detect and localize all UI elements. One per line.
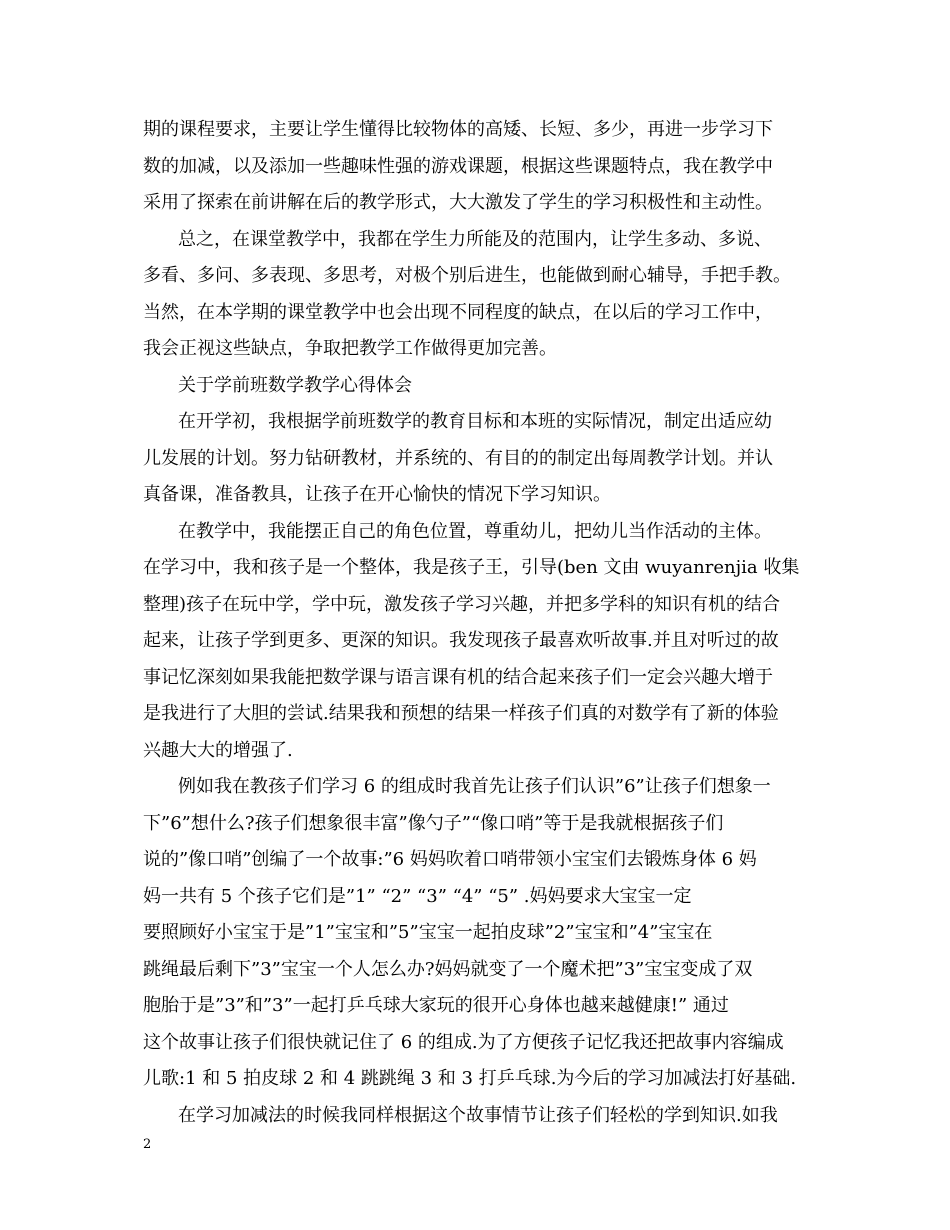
text-line: 要照顾好小宝宝于是”1”宝宝和”5”宝宝一起拍皮球”2”宝宝和”4”宝宝在: [143, 922, 713, 943]
text-line: 在学习中，我和孩子是一个整体，我是孩子王，引导(ben 文由 wuyanrenjia 收集: [143, 557, 800, 578]
text-line: 当然，在本学期的课堂教学中也会出现不同程度的缺点，在以后的学习工作中，: [143, 301, 773, 323]
text-line: 多看、多问、多表现、多思考，对极个别后进生，也能做到耐心辅导，手把手教。: [143, 265, 791, 286]
text-line: 妈一共有 5 个孩子它们是”1” “2” “3” “4” “5” .妈妈要求大宝宝一定: [143, 885, 692, 907]
text-line: 总之，在课堂教学中，我都在学生力所能及的范围内，让学生多动、多说、: [178, 228, 772, 250]
text-line: 这个故事让孩子们很快就记住了 6 的组成.为了方便孩子记忆我还把故事内容编成: [143, 1031, 784, 1053]
text-line: 采用了探索在前讲解在后的教学形式，大大激发了学生的学习积极性和主动性。: [143, 192, 773, 213]
text-line: 下”6”想什么?孩子们想象很丰富”像勺子”“像口哨”等于是我就根据孩子们: [143, 812, 724, 834]
text-line: 我会正视这些缺点，争取把教学工作做得更加完善。: [143, 338, 557, 359]
text-line: 在教学中，我能摆正自己的角色位置，尊重幼儿，把幼儿当作活动的主体。: [178, 520, 772, 542]
text-line: 胞胎于是”3”和”3”一起打乒乓球大家玩的很开心身体也越来越健康!” 通过: [143, 995, 729, 1016]
text-line: 数的加减，以及添加一些趣味性强的游戏课题，根据这些课题特点，我在教学中: [143, 155, 773, 177]
text-line: 是我进行了大胆的尝试.结果我和预想的结果一样孩子们真的对数学有了新的体验: [143, 703, 779, 724]
text-line: 关于学前班数学教学心得体会: [178, 374, 412, 396]
text-line: 说的”像口哨”创编了一个故事:”6 妈妈吹着口哨带领小宝宝们去锻炼身体 6 妈: [143, 849, 757, 870]
text-line: 真备课，准备教具，让孩子在开心愉快的情况下学习知识。: [143, 484, 611, 505]
text-line: 兴趣大大的增强了.: [143, 739, 293, 761]
page-number: 2: [143, 1137, 152, 1152]
text-line: 期的课程要求，主要让学生懂得比较物体的高矮、长短、多少，再进一步学习下: [143, 119, 773, 140]
text-line: 在学习加减法的时候我同样根据这个故事情节让孩子们轻松的学到知识.如我: [178, 1104, 778, 1126]
text-line: 儿发展的计划。努力钻研教材，并系统的、有目的的制定出每周教学计划。并认: [143, 447, 773, 469]
text-line: 跳绳最后剩下”3”宝宝一个人怎么办?妈妈就变了一个魔术把”3”宝宝变成了双: [143, 958, 753, 980]
text-line: 事记忆深刻如果我能把数学课与语言课有机的结合起来孩子们一定会兴趣大增于: [143, 666, 773, 688]
text-line: 起来，让孩子学到更多、更深的知识。我发现孩子最喜欢听故事.并且对听过的故: [143, 630, 779, 651]
text-line: 儿歌:1 和 5 拍皮球 2 和 4 跳跳绳 3 和 3 打乒乓球.为今后的学习加减法打好基础.: [143, 1068, 797, 1089]
text-line: 例如我在教孩子们学习 6 的组成时我首先让孩子们认识”6”让孩子们想象一: [178, 776, 771, 797]
text-line: 在开学初，我根据学前班数学的教育目标和本班的实际情况，制定出适应幼: [178, 411, 772, 432]
text-line: 整理)孩子在玩中学，学中玩，激发孩子学习兴趣，并把多学科的知识有机的结合: [143, 593, 781, 615]
